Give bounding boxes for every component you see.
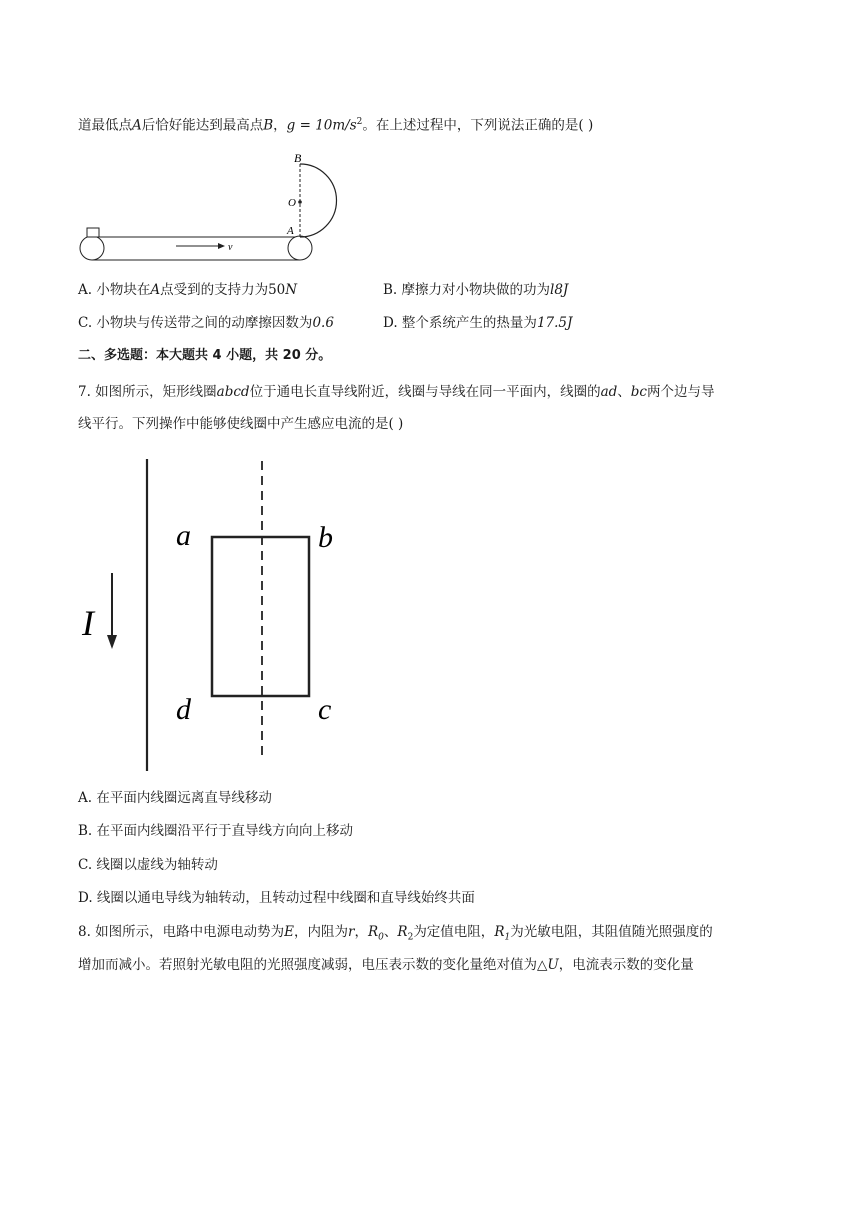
label-c: c [318,693,332,726]
semicircle-track [300,164,337,237]
label-v: v [228,242,233,253]
q6-stem-point-b: B [263,117,274,134]
label-a: a [176,519,191,552]
q7-coil-figure [78,455,348,775]
q6-option-b: B. 摩擦力对小物块做的功为l8J [383,282,569,298]
q6-stem-text-1: 道最低点 [78,117,132,134]
q6-option-a: A. 小物块在A点受到的支持力为50N [78,282,298,298]
q7-option-d: D. 线圈以通电导线为轴转动，且转动过程中线圈和直导线始终共面 [78,890,475,906]
q6-stem-text-3: 。在上述过程中，下列说法正确的是( ) [362,117,594,134]
center-point-icon [298,200,302,204]
label-d: d [176,693,191,726]
current-arrowhead-icon [107,635,117,649]
q6-conveyor-figure [78,148,348,270]
q6-stem-point-a: A [132,117,142,134]
q6-stem-gravity: g = 10m/s [286,117,357,134]
right-pulley-icon [288,236,312,260]
q6-stem-superscript: 2 [356,117,363,127]
label-b: b [318,521,333,554]
q7-stem-line-2: 线平行。下列操作中能够使线圈中产生感应电流的是( ) [78,416,404,432]
section-2-heading: 二、多选题：本大题共 4 小题，共 20 分。 [78,348,332,363]
q8-stem-line-1: 8. 如图所示，电路中电源电动势为E，内阻为r，$R_0$、$R_2$为定值电阻，$R_1$为光敏电阻，其阻值随光照强度的 [78,924,713,943]
q7-option-b: B. 在平面内线圈沿平行于直导线方向向上移动 [78,823,354,839]
q6-option-c: C. 小物块与传送带之间的动摩擦因数为0.6 [78,315,334,331]
left-pulley-icon [80,236,104,260]
q6-option-d: D. 整个系统产生的热量为17.5J [383,315,573,331]
q8-stem-line-2: 增加而减小。若照射光敏电阻的光照强度减弱，电压表示数的变化量绝对值为△U，电流表示数的变化量 [78,957,694,973]
q6-stem-text-2: 后恰好能达到最高点 [141,117,264,134]
velocity-arrowhead-icon [218,243,225,249]
q6-stem: 道最低点A后恰好能达到最高点B，$g = 10m/s^2$。在上述过程中，下列说法正确的是( ) [78,117,594,134]
block-icon [87,228,99,237]
label-a: A [287,225,294,237]
q7-stem-line-1: 7. 如图所示，矩形线圈abcd位于通电长直导线附近，线圈与导线在同一平面内，线圈的ad、bc两个边与导 [78,384,715,400]
label-b: B [294,151,302,165]
rectangular-coil [212,537,309,696]
q7-option-c: C. 线圈以虚线为轴转动 [78,857,218,873]
q7-option-a: A. 在平面内线圈远离直导线移动 [78,790,272,806]
label-i: I [82,603,94,643]
label-o: O [288,197,296,209]
